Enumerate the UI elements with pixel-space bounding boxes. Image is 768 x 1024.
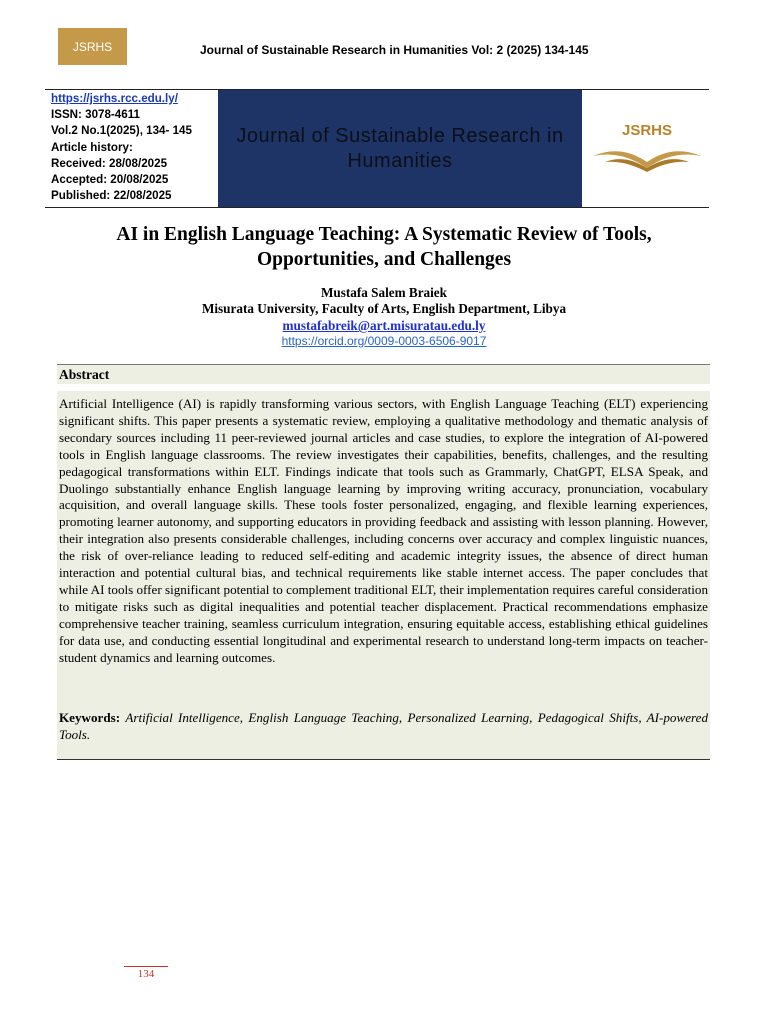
journal-banner (45, 89, 709, 208)
article-history-label: Article history: (51, 140, 133, 154)
page-number: 134 (137, 968, 155, 980)
keywords-label: Keywords: (59, 710, 121, 725)
jsrhs-logo (585, 110, 709, 190)
journal-url-link[interactable]: https://jsrhs.rcc.edu.ly/ (51, 92, 178, 105)
running-header: Journal of Sustainable Research in Humanities Vol: 2 (2025) 134-145 (200, 43, 589, 57)
jsrhs-logo-text: JSRHS (621, 122, 673, 139)
author-affiliation: Misurata University, Faculty of Arts, English Department, Libya (201, 301, 567, 316)
journal-name-panel (218, 90, 582, 207)
article-title: AI in English Language Teaching: A Systematic Review of Tools, Opportunities, and Challenges (116, 224, 652, 270)
author-email-link[interactable]: mustafabreik@art.misuratau.edu.ly (282, 318, 486, 333)
abstract-box (57, 391, 710, 760)
journal-name: Journal of Sustainable Research in Humanities (236, 124, 564, 172)
keywords (59, 710, 708, 743)
abstract-heading-bar (57, 364, 710, 384)
orcid-link[interactable]: https://orcid.org/0009-0003-6506-9017 (281, 334, 487, 348)
issn: ISSN: 3078-4611 (51, 108, 140, 122)
journal-logo-badge: JSRHS (58, 28, 127, 65)
abstract-text: Artificial Intelligence (AI) is rapidly transforming various sectors, with English Language Teaching (ELT) experiencing significant shifts. This paper presents a systematic review, employing a qualitative methodology and thematic analysis of secondary sources including 11 peer-reviewed journal articles and case studies, to explore the integration of AI-powered tools in English language classrooms. The review investigates their capabilities, benefits, challenges, and the resulting pedagogical transformations within ELT. Findings indicate that tools such as Grammarly, ChatGPT, ELSA Speak, and Duolingo substantially enhance English language learning by improving writing accuracy, pronunciation, vocabulary acquisition, and overall language skills. These tools foster personalized, engaging, and flexible learning experiences, promoting learner autonomy, and supporting educators in providing feedback and assisting with lesson planning. However, their integration also presents considerable challenges, including concerns over accuracy and complex linguistic nuances, the risk of over-reliance leading to reduced self-editing and academic integrity issues, the absence of direct human interaction and potential cultural bias, and technical requirements like stable internet access. The paper concludes that while AI tools offer significant potential to complement traditional ELT, their implementation requires careful consideration to mitigate risks such as digital inequalities and potential teacher displacement. Practical recommendations emphasize comprehensive teacher training, seamless curriculum integration, ensuring equitable access, establishing ethical guidelines for data use, and conducting essential longitudinal and experimental research to understand long-term impacts on teacher-student dynamics and learning outcomes. (59, 396, 708, 665)
author-name: Mustafa Salem Braiek (320, 285, 447, 300)
keywords-list: Artificial Intelligence, English Language Teaching, Personalized Learning, Pedagogical Shifts, AI-powered Tools. (59, 710, 708, 742)
accepted-date: Accepted: 20/08/2025 (51, 173, 169, 187)
volume-info: Vol.2 No.1(2025), 134- 145 (51, 124, 192, 138)
footer-rule (124, 966, 168, 967)
published-date: Published: 22/08/2025 (51, 189, 172, 203)
abstract-heading: Abstract (59, 367, 110, 382)
article-info (51, 91, 217, 204)
received-date: Received: 28/08/2025 (51, 156, 168, 170)
open-book-icon (591, 140, 703, 174)
